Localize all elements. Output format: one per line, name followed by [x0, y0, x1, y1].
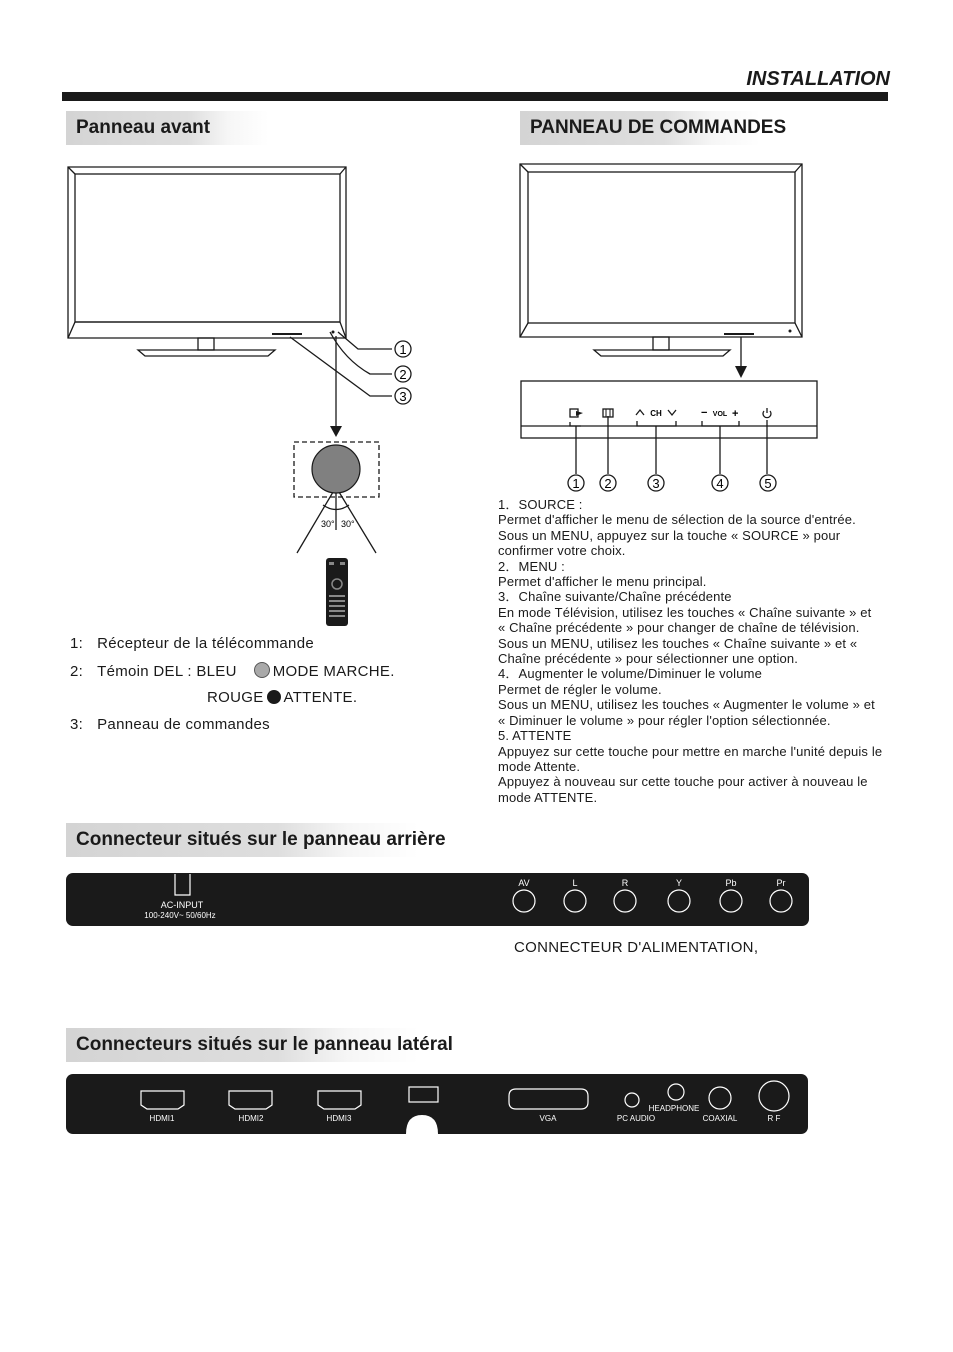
legend-item-3: 3: Panneau de commandes — [70, 716, 270, 733]
vol-label: VOL — [712, 411, 728, 418]
tv-screen-2 — [528, 172, 795, 323]
control-panel-description: 1．SOURCE : Permet d'afficher le menu de sélection de la source d'entrée. Sous un MENU, appuyez sur la touche « SOURCE » pour confirmer votre choix. 2．MENU : Permet d'afficher le menu principal. 3．Chaîne suivante/Chaîne précédente En mode Télévision, utilisez les touches « Chaîne suivante » et « Chaîne précédente » pour changer de chaîne de télévision. Sous un MENU, utilisez les touches « Chaîne suivante » et « Chaîne précédente » pour sélectionner une option. 4．Augmenter le volume/Diminuer le volume Permet de régler le volume. Sous un MENU, utilisez les touches « Augmenter le volume » et « Diminuer le volume » pour régler l'option sélectionnée. 5. ATTENTE Appuyez sur cette touche pour mettre en marche l'unité depuis le mode Attente. Appuyez à nouveau sur cette touche pour activer à nouveau le mode ATTENTE. — [498, 497, 883, 805]
remote-control-icon — [326, 558, 348, 626]
ch-up-icon — [636, 410, 644, 415]
pc-audio-label: PC AUDIO — [616, 1114, 656, 1123]
jack-av-label: AV — [518, 878, 530, 888]
rf-label: R F — [767, 1114, 781, 1123]
led-red-icon — [267, 690, 281, 704]
legend-item-2: 2: Témoin DEL : BLEU MODE MARCHE. — [70, 663, 395, 680]
power-connector-caption: CONNECTEUR D'ALIMENTATION, — [514, 939, 759, 956]
control-panel-heading: PANNEAU DE COMMANDES — [520, 111, 840, 145]
rear-panel-diagram — [0, 860, 953, 940]
hdmi3-label: HDMI3 — [326, 1114, 352, 1123]
vol-minus-icon: − — [701, 407, 708, 419]
angle-right-label: 30° — [341, 519, 355, 529]
headphone-label: HEADPHONE — [648, 1104, 700, 1113]
jack-pr-label: Pr — [776, 878, 786, 888]
jack-y-label: Y — [675, 878, 683, 888]
led-blue-icon — [254, 662, 270, 678]
vol-plus-icon: + — [732, 408, 739, 420]
source-icon — [576, 411, 583, 416]
legend-item-1: 1: Récepteur de la télécommande — [70, 635, 314, 652]
coaxial-label: COAXIAL — [702, 1114, 738, 1123]
hdmi2-label: HDMI2 — [238, 1114, 264, 1123]
rear-panel-heading: Connecteur situés sur le panneau arrière — [66, 823, 536, 857]
ch-down-icon — [668, 410, 676, 415]
callout-1: 1 — [399, 342, 407, 357]
control-panel-diagram — [0, 0, 953, 500]
cp-callout-5: 5 — [764, 476, 772, 491]
jack-pb-label: Pb — [725, 878, 737, 888]
page-title: INSTALLATION — [746, 68, 890, 90]
cp-callout-2: 2 — [604, 476, 612, 491]
callout-2: 2 — [399, 367, 407, 382]
hdmi1-label: HDMI1 — [149, 1114, 175, 1123]
ac-input-label: AC-INPUT — [160, 900, 204, 910]
jack-r-label: R — [621, 878, 629, 888]
jack-l-label: L — [572, 878, 578, 888]
usb-label: USB — [415, 1076, 433, 1085]
ac-rating-label: 100-240V~ 50/60Hz — [144, 911, 216, 920]
button-panel — [521, 381, 817, 438]
callout-3: 3 — [399, 389, 407, 404]
ch-label: CH — [650, 409, 662, 418]
cp-callout-4: 4 — [716, 476, 724, 491]
tv-bezel-2 — [520, 164, 802, 337]
angle-left-label: 30° — [321, 519, 335, 529]
cp-callout-3: 3 — [652, 476, 660, 491]
legend-item-2-standby: ROUGE ATTENTE. — [207, 689, 358, 706]
front-panel-heading: Panneau avant — [66, 111, 336, 145]
side-panel-heading: Connecteurs situés sur le panneau latéral — [66, 1028, 536, 1062]
vga-label: VGA — [539, 1114, 557, 1123]
cp-callout-1: 1 — [572, 476, 580, 491]
side-panel-diagram — [0, 1065, 953, 1145]
